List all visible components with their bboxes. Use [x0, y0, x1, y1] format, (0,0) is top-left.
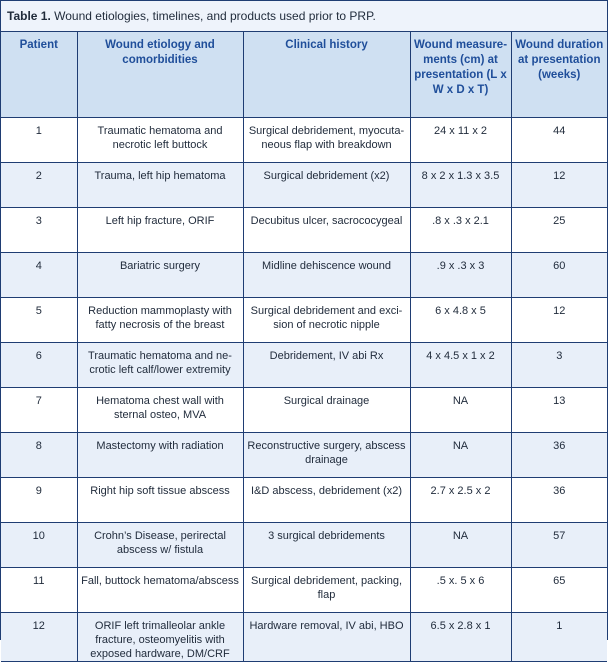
cell-wound-duration: 57: [511, 523, 607, 568]
cell-patient: 7: [1, 388, 77, 433]
cell-clinical-history: Debridement, IV abi Rx: [243, 343, 410, 388]
header-row: [1, 32, 607, 118]
cell-clinical-history: Midline dehiscence wound: [243, 253, 410, 298]
table-row: [1, 478, 607, 523]
cell-wound-measurements: NA: [410, 433, 511, 478]
column-header-wound-measurements: Wound measure- ments (cm) at presentation (L x W x D x T): [410, 32, 511, 118]
cell-clinical-history: I&D abscess, debridement (x2): [243, 478, 410, 523]
column-header-clinical-history: Clinical history: [243, 32, 410, 118]
table-row: [1, 343, 607, 388]
cell-clinical-history: 3 surgical debridements: [243, 523, 410, 568]
data-table: [1, 31, 607, 662]
cell-patient: 10: [1, 523, 77, 568]
table-row: [1, 388, 607, 433]
cell-wound-measurements: .5 x. 5 x 6: [410, 568, 511, 613]
table-row: [1, 568, 607, 613]
cell-patient: 5: [1, 298, 77, 343]
cell-patient: 2: [1, 163, 77, 208]
cell-wound-etiology: Hematoma chest wall with sternal osteo, MVA: [77, 388, 243, 433]
table-row: [1, 433, 607, 478]
cell-wound-etiology: Traumatic hematoma and ne- crotic left calf/lower extremity: [77, 343, 243, 388]
cell-wound-etiology: Traumatic hematoma and necrotic left buttock: [77, 118, 243, 163]
cell-wound-etiology: Bariatric surgery: [77, 253, 243, 298]
cell-wound-duration: 13: [511, 388, 607, 433]
table-row: [1, 208, 607, 253]
column-header-wound-etiology: Wound etiology and comorbidities: [77, 32, 243, 118]
table-body: [1, 118, 607, 662]
cell-clinical-history: Decubitus ulcer, sacrococygeal: [243, 208, 410, 253]
caption-text: Wound etiologies, timelines, and products used prior to PRP.: [50, 9, 376, 23]
cell-clinical-history: Surgical debridement, packing, flap: [243, 568, 410, 613]
cell-wound-etiology: Left hip fracture, ORIF: [77, 208, 243, 253]
cell-patient: 6: [1, 343, 77, 388]
cell-patient: 8: [1, 433, 77, 478]
table-caption: [1, 1, 607, 31]
cell-wound-duration: 1: [511, 613, 607, 662]
cell-wound-measurements: NA: [410, 523, 511, 568]
cell-clinical-history: Surgical debridement (x2): [243, 163, 410, 208]
table-row: [1, 118, 607, 163]
cell-patient: 12: [1, 613, 77, 662]
cell-wound-duration: 44: [511, 118, 607, 163]
cell-patient: 3: [1, 208, 77, 253]
cell-wound-etiology: Trauma, left hip hematoma: [77, 163, 243, 208]
cell-wound-measurements: 6 x 4.8 x 5: [410, 298, 511, 343]
cell-wound-measurements: 4 x 4.5 x 1 x 2: [410, 343, 511, 388]
cell-wound-duration: 65: [511, 568, 607, 613]
cell-wound-duration: 36: [511, 433, 607, 478]
cell-clinical-history: Reconstructive surgery, abscess drainage: [243, 433, 410, 478]
column-header-wound-duration: Wound duration at presentation (weeks): [511, 32, 607, 118]
table-row: [1, 613, 607, 662]
cell-clinical-history: Surgical debridement, myocuta- neous flap with breakdown: [243, 118, 410, 163]
cell-clinical-history: Surgical drainage: [243, 388, 410, 433]
cell-wound-measurements: 6.5 x 2.8 x 1: [410, 613, 511, 662]
cell-wound-duration: 60: [511, 253, 607, 298]
cell-wound-duration: 12: [511, 298, 607, 343]
cell-wound-measurements: .9 x .3 x 3: [410, 253, 511, 298]
cell-patient: 4: [1, 253, 77, 298]
cell-wound-etiology: Right hip soft tissue abscess: [77, 478, 243, 523]
cell-wound-etiology: Reduction mammoplasty with fatty necrosis of the breast: [77, 298, 243, 343]
cell-wound-duration: 12: [511, 163, 607, 208]
cell-wound-measurements: NA: [410, 388, 511, 433]
cell-wound-etiology: ORIF left trimalleolar ankle fracture, osteomyelitis with exposed hardware, DM/CRF: [77, 613, 243, 662]
cell-wound-duration: 36: [511, 478, 607, 523]
cell-clinical-history: Hardware removal, IV abi, HBO: [243, 613, 410, 662]
cell-wound-etiology: Crohn’s Disease, perirectal abscess w/ fistula: [77, 523, 243, 568]
table-row: [1, 523, 607, 568]
cell-patient: 11: [1, 568, 77, 613]
cell-clinical-history: Surgical debridement and exci- sion of necrotic nipple: [243, 298, 410, 343]
table-row: [1, 253, 607, 298]
table-row: [1, 163, 607, 208]
cell-wound-measurements: .8 x .3 x 2.1: [410, 208, 511, 253]
caption-label: Table 1.: [7, 9, 51, 23]
cell-wound-etiology: Fall, buttock hematoma/abscess: [77, 568, 243, 613]
cell-wound-etiology: Mastectomy with radiation: [77, 433, 243, 478]
cell-patient: 1: [1, 118, 77, 163]
cell-wound-measurements: 24 x 11 x 2: [410, 118, 511, 163]
cell-wound-duration: 25: [511, 208, 607, 253]
cell-wound-measurements: 2.7 x 2.5 x 2: [410, 478, 511, 523]
table-row: [1, 298, 607, 343]
column-header-patient: Patient: [1, 32, 77, 118]
cell-wound-measurements: 8 x 2 x 1.3 x 3.5: [410, 163, 511, 208]
cell-wound-duration: 3: [511, 343, 607, 388]
cell-patient: 9: [1, 478, 77, 523]
